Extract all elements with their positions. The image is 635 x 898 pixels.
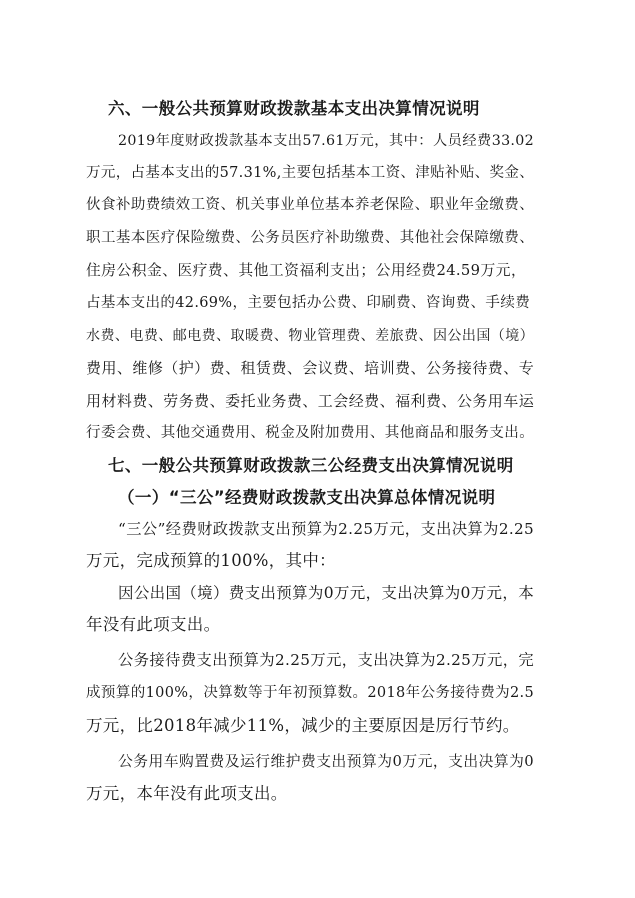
paragraph-3-line-3: 万元，比2018年减少11%，减少的主要原因是厉行节约。 (86, 716, 520, 735)
paragraph-3-line-1: 公务接待费支出预算为2.25万元，支出决算为2.25万元，完 (118, 651, 534, 669)
section-6-line-1: 2019年度财政拨款基本支出57.61万元，其中：人员经费33.02 (118, 133, 534, 149)
paragraph-1-line-1: “三公”经费财政拨款支出预算为2.25万元，支出决算为2.25 (118, 520, 534, 538)
section-7-subheading: （一）“三公”经费财政拨款支出决算总体情况说明 (118, 488, 496, 507)
section-6-line-6: 占基本支出的42.69%，主要包括办公费、印刷费、咨询费、手续费 (86, 295, 530, 311)
paragraph-4-line-2: 万元，本年没有此项支出。 (86, 784, 288, 803)
section-6-line-8: 费用、维修（护）费、租赁费、会议费、培训费、公务接待费、专 (86, 359, 534, 377)
paragraph-2-line-2: 年没有此项支出。 (86, 615, 221, 634)
section-6-line-9: 用材料费、劳务费、委托业务费、工会经费、福利费、公务用车运 (86, 392, 534, 410)
paragraph-2-line-1: 因公出国（境）费支出预算为0万元，支出决算为0万元，本 (118, 584, 534, 602)
section-6-line-7: 水费、电费、邮电费、取暖费、物业管理费、差旅费、因公出国（境） (86, 328, 534, 344)
section-6-line-3: 伙食补助费绩效工资、机关事业单位基本养老保险、职业年金缴费、 (86, 197, 534, 213)
section-6-line-10: 行委会费、其他交通费用、税金及附加费用、其他商品和服务支出。 (86, 425, 534, 441)
paragraph-4-line-1: 公务用车购置费及运行维护费支出预算为0万元，支出决算为0 (118, 753, 534, 770)
paragraph-1-line-2: 万元，完成预算的100%，其中： (86, 551, 336, 570)
section-6-line-2: 万元，占基本支出的57.31%,主要包括基本工资、津贴补贴、奖金、 (86, 165, 534, 181)
section-7-heading: 七、一般公共预算财政拨款三公经费支出决算情况说明 (108, 456, 514, 475)
paragraph-3-line-2: 成预算的100%，决算数等于年初预算数。2018年公务接待费为2.5 (86, 685, 534, 701)
section-6-line-5: 住房公积金、医疗费、其他工资福利支出；公用经费24.59万元， (86, 262, 526, 279)
section-6-line-4: 职工基本医疗保险缴费、公务员医疗补助缴费、其他社会保障缴费、 (86, 230, 534, 246)
section-6-heading: 六、一般公共预算财政拨款基本支出决算情况说明 (108, 99, 480, 118)
